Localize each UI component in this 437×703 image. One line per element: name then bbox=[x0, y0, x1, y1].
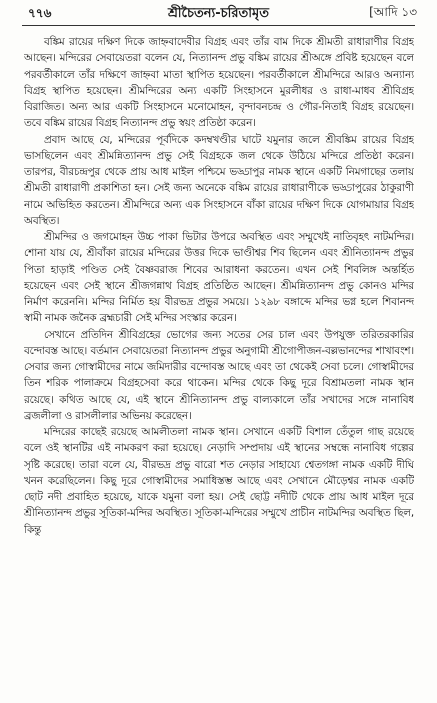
page-number: ৭৭৬ bbox=[28, 6, 52, 20]
chapter-reference: [আদি ১৩ bbox=[369, 5, 417, 19]
paragraph: শ্রীমন্দির ও জগমোহন উচ্চ পাকা ভিটার উপরে অবস্থিত এবং সম্মুখেই নাতিবৃহৎ নাটমন্দির। শোনা যায় যে, শ্রীবাঁকা রায়ের মন্দিরের উত্তর দিকে ভাণ্ডীশ্বর শিব ছিলেন এবং শ্রীনিত্যানন্দ প্রভুর পিতা হাড়াই পণ্ডিত সেই বৈষ্ণবরাজ শিবের আরাধনা করতেন। এখন সেই শিবলিঙ্গ অন্তর্হিত হয়েছেন এবং সেই স্থানে শ্রীজগন্নাথ বিগ্রহ প্রতিষ্ঠিত আছেন। শ্রীমন্নিত্যানন্দ প্রভু কোনও মন্দির নির্মাণ করেননি। মন্দির নির্মিত হয় বীরভদ্র প্রভুর সময়ে। ১২৯৮ বঙ্গাব্দে মন্দির ভগ্ন হলে শিবানন্দ স্বামী নামক জনৈক ব্রহ্মচারী সেই মন্দির সংস্কার করেন। bbox=[24, 231, 414, 325]
header-divider bbox=[22, 25, 415, 26]
paragraph: মন্দিরের কাছেই রয়েছে আমলীতলা নামক স্থান। সেখানে একটি বিশাল তেঁতুল গাছ রয়েছে বলে ওই স্থানটির এই নামকরণ করা হয়েছে। নেড়াদি সম্প্রদায় এই স্থানের সম্বন্ধে নানাবিধ গল্পের সৃষ্টি করেছে। তারা বলে যে, বীরভদ্র প্রভু বারো শত নেড়ার সাহায্যে শ্বেতগঙ্গা নামক একটি দীঘি খনন করেছিলেন। কিছু দূরে গোস্বামীদের সমাধিস্তম্ভ আছে এবং সেখানে মৌড়েশ্বর নামক একটি ছোট নদী প্রবাহিত হয়েছে, যাকে যমুনা বলা হয়। সেই ছোট্ট নদীটি থেকে প্রায় আধ মাইল দূরে শ্রীনিত্যানন্দ প্রভুর সূতিকা-মন্দির অবস্থিত। সূতিকা-মন্দিরের সম্মুখে প্রাচীন নাটমন্দির অবস্থিত ছিল, কিন্তু bbox=[24, 426, 414, 536]
running-title: শ্রীচৈতন্য-চরিতামৃত bbox=[167, 6, 270, 21]
body-text bbox=[24, 34, 414, 694]
paragraph: বঙ্কিম রায়ের দক্ষিণ দিকে জাহ্নবাদেবীর বিগ্রহ এবং তাঁর বাম দিকে শ্রীমতী রাধারাণীর বিগ্রহ আছেন। মন্দিরের সেবায়েতরা বলেন যে, নিত্যানন্দ প্রভু বঙ্কিম রায়ের শ্রীঅঙ্গে প্রবিষ্ট হয়েছেন বলে পরবর্তীকালে তাঁর দক্ষিণে জাহ্নবা মাতা স্থাপিত হয়েছেন। পরবর্তীকালে শ্রীমন্দিরে আরও অন্যান্য বিগ্রহ স্থাপিত হয়েছেন। শ্রীমন্দিরের অন্য একটি সিংহাসনে মুরলীধর ও রাধা-মাধব শ্রীবিগ্রহ বিরাজিত। অন্য আর একটি সিংহাসনে মনোমোহন, বৃন্দাবনচন্দ্র ও গৌর-নিতাই বিগ্রহ রয়েছেন। তবে বঙ্কিম রায়ের বিগ্রহ নিত্যানন্দ প্রভু স্বয়ং প্রতিষ্ঠা করেন। bbox=[24, 36, 414, 130]
page-header bbox=[0, 0, 437, 26]
paragraph: সেখানে প্রতিদিন শ্রীবিগ্রহের ভোগের জন্য সতের সের চাল এবং উপযুক্ত তরিতরকারির বন্দোবস্ত আছে। বর্তমান সেবায়েতরা নিত্যানন্দ প্রভুর অনুগামী শ্রীগোপীজন-বল্লভানন্দের শাখাবংশ। সেবার জন্য গোস্বামীদের নামে জমিদারীর বন্দোবস্ত আছে এবং তা থেকেই সেবা চলে। গোস্বামীদের তিন শরিক পালাক্রমে বিগ্রহসেবা করে থাকেন। মন্দির থেকে কিছু দূরে বিশ্রামতলা নামক স্থান রয়েছে। কথিত আছে যে, এই স্থানে শ্রীনিত্যানন্দ প্রভু বাল্যকালে তাঁর সখাদের সঙ্গে নানাবিধ ব্রজলীলা ও রাসলীলার অভিনয় করেছেন। bbox=[24, 328, 414, 422]
paragraph: প্রবাদ আছে যে, মন্দিরের পূর্বদিকে কদম্বখণ্ডীর ঘাটে যমুনার জলে শ্রীবঙ্কিম রায়ের বিগ্রহ ভাসছিলেন এবং শ্রীমন্নিত্যানন্দ প্রভু সেই বিগ্রহকে জল থেকে উঠিয়ে মন্দিরে প্রতিষ্ঠা করেন। তারপর, বীরচন্দ্রপুর থেকে প্রায় আধ মাইল পশ্চিমে ভড্ডাপুর নামক স্থানে একটি নিমগাছের তলায় শ্রীমতী রাধারাণী প্রকাশিতা হন। সেই জন্য অনেকে বঙ্কিম রায়ের রাধারাণীকে ভড্ডাপুরের ঠাকুরাণী নামে অভিহিত করতেন। শ্রীমন্দিরে অন্য এক সিংহাসনে বাঁকা রায়ের দক্ষিণ দিকে যোগমায়ার বিগ্রহ অবস্থিত। bbox=[24, 133, 414, 227]
